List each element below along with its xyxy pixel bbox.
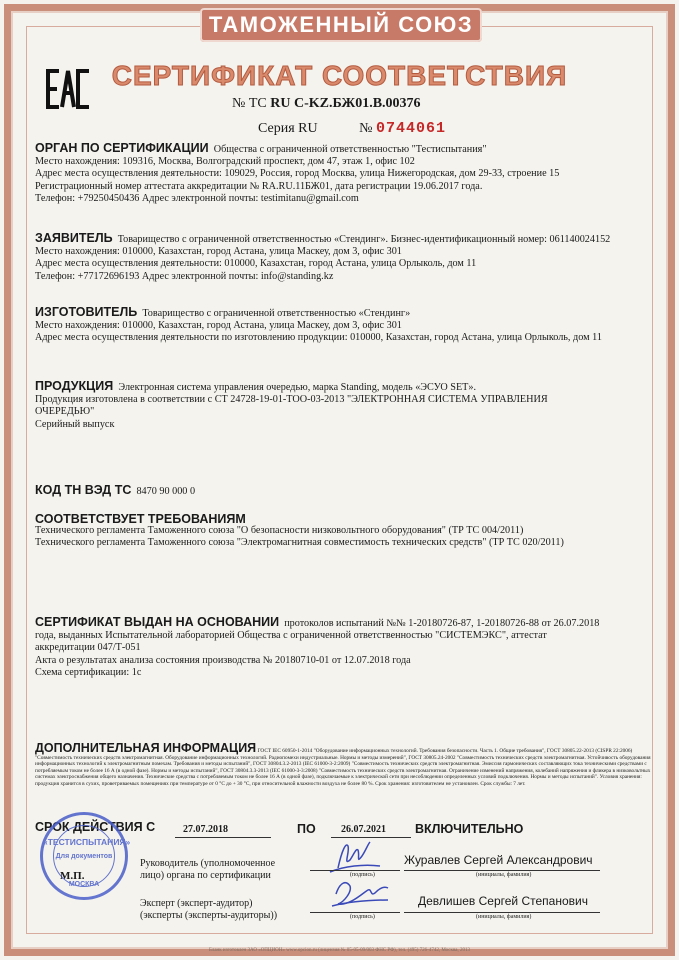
expert-name: Девлишев Сергей Степанович — [418, 894, 588, 908]
header-plate — [200, 8, 482, 42]
customs-union-title: ТАМОЖЕННЫЙ СОЮЗ — [208, 12, 474, 37]
applicant-section: ЗАЯВИТЕЛЬ Товарищество с ограниченной ответственностью «Стендинг». Бизнес-идентификационный номер: 061140024152 Место нахождения: 010000, Казахстан, город Астана, улица Маскеу, дом 3, офис 301 Адрес места осуществления деятельности: 010000, Казахстан, город Астана, улица Орлыколь, дом 11 Телефон: +77172696193 Адрес электронной почты: info@standing.kz — [35, 231, 611, 282]
blue-seal-stamp: «ТЕСТИСПЫТАНИЯ» Для документов МОСКВА — [40, 812, 128, 900]
valid-from: 27.07.2018 — [183, 824, 228, 835]
certification-body-section: ОРГАН ПО СЕРТИФИКАЦИИ Общества с ограниченной ответственностью "Тестиспытания" Место нахождения: 109316, Москва, Волгоградский проспект, дом 47, этаж 1, офис 102 Адрес места осуществления деятельности: 109029, Россия, город Москва, улица Нижегородская, дом 29-33, строение 15 Регистрационный номер аттестата аккредитации № RA.RU.11БЖ01, дата регистрации 19.06.2017 года. Телефон: +79250450436 Адрес электронной почты: testimitanu@gmail.com — [35, 141, 560, 204]
requirements-section: СООТВЕТСТВУЕТ ТРЕБОВАНИЯМ Технического регламента Таможенного союза "О безопасности низковольтного оборудования" (ТР ТС 004/2011) Технического регламента Таможенного союза "Электромагнитная совместимость технических средств" (ТР ТС 020/2011) — [35, 512, 564, 549]
additional-info-section: ДОПОЛНИТЕЛЬНАЯ ИНФОРМАЦИЯ ГОСТ IEC 60950-1-2014 "Оборудование информационных технологий. Требования безопасности. Часть 1. Общие требования", ГОСТ 30805.22-2013 (CISPR 22:2006) "Совместимость технических средств электромагнитная. Оборудование информационных технологий. Радиопомехи индустриальные. Нормы и методы измерений", ГОСТ 30805.24-2002 "Совместимость технических средств электромагнитная. Устойчивость оборудования информационных технологий к электромагнитным помехам. Требования и методы испытаний", ГОСТ 30804.3.2-2013 (IEC 61000-3-2:2009) "Совместимость технических средств электромагнитная. Эмиссия гармонических составляющих тока техническими средствами с потребляемым током не более 16 А (в одной фазе). Нормы и методы испытаний", ГОСТ 30804.3.3-2013 (IEC 61000-3-3:2008) "Совместимость технических средств электромагнитная. Ограничение изменений напряжения, колебаний напряжения и фликера в низковольтных системах электроснабжения общего назначения. Технические средства с потребляемым током не более 16 А (в одной фазе), подключаемые к электрической сети при несоблюдении определенных условий подключения. Нормы и методы испытаний". Условия хранения: продукция хранится в сухих, проветриваемых помещениях при температуре от 0 °С до + 30 °С, при относительной влажности воздуха не более 80 %. Срок хранения: изготовителем не установлен. Срок службы: 7 лет. — [35, 741, 651, 787]
form-printer-footer: Бланк изготовлен ЗАО «ОПЦИОН» www.opcion.ru (лицензия № 05-05-09/003 ФНС РФ), тел. (495) 726-4742, Москва, 2013 — [209, 948, 470, 953]
product-section: ПРОДУКЦИЯ Электронная система управления очередью, марка Standing, модель «ЭСУО SET». Продукция изготовлена в соответствии с СТ 24728-19-01-ТОО-03-2013 "ЭЛЕКТРОННАЯ СИСТЕМА УПРАВЛЕНИЯ ОЧЕРЕДЬЮ" Серийный выпуск — [35, 379, 548, 430]
certificate-title: СЕРТИФИКАТ СООТВЕТСТВИЯ — [111, 60, 568, 91]
form-number: 0744061 — [375, 120, 446, 137]
valid-to: 26.07.2021 — [341, 824, 386, 835]
issued-basis-section: СЕРТИФИКАТ ВЫДАН НА ОСНОВАНИИ протоколов испытаний №№ 1-20180726-87, 1-20180726-88 от 26.07.2018 года, выданных Испытательной лабораторией Общества с ограниченной ответственностью "СИСТЕМЭКС", аттестат аккредитации 047/Т-051 Акта о результатах анализа состояния производства № 20180710-01 от 12.07.2018 года Схема сертификации: 1с — [35, 615, 600, 678]
certificate-page: ТАМОЖЕННЫЙ СОЮЗ СЕРТИФИКАТ СООТВЕТСТВИЯ № ТС RU C-KZ.БЖ01.В.00376 Серия RU № 0744061 ОРГАН ПО СЕРТИФИКАЦИИ Общества с ограниченной ответственностью "Тестиспытания" Место нахождения: 109316, Москва, Волгоградский проспект, дом 47, этаж 1, офис 102 Адрес места осуществления деятельности: 109029, Россия, город Москва, улица Нижегородская, дом 29-33, строение 15 Регистрационный номер аттестата аккредитации № RA.RU.11БЖ01, дата регистрации 19.06.2017 года. Телефон: +79250450436 Адрес электронной почты: testimitanu@gmail.com ЗАЯВИТЕЛЬ Товарищество с ограниченной ответственностью «Стендинг». Бизнес-идентификационный номер: 061140024152 Место нахождения: 010000, Казахстан, город Астана, улица Маскеу, дом 3, офис 301 Адрес места осуществления деятельности: 010000, Казахстан, город Астана, улица Орлыколь, дом 11 Телефон: +77172696193 Адрес электронной почты: info@standing.kz ИЗГОТОВИТЕЛЬ Товарищество с ограниченной ответственностью «Стендинг» Место нахождения: 010000, Казахстан, город Астана, улица Маскеу, дом 3, офис 301 Адрес места осуществления деятельности по изготовлению продукции: 010000, Казахстан, город Астана, улица Орлыколь, дом 11 ПРОДУКЦИЯ Электронная система управления очередью, марка Standing, модель «ЭСУО SET». Продукция изготовлена в соответствии с СТ 24728-19-01-ТОО-03-2013 "ЭЛЕКТРОННАЯ СИСТЕМА УПРАВЛЕНИЯ ОЧЕРЕДЬЮ" Серийный выпуск КОД ТН ВЭД ТС 8470 90 000 0 СООТВЕТСТВУЕТ ТРЕБОВАНИЯМ Технического регламента Таможенного союза "О безопасности низковольтного оборудования" (ТР ТС 004/2011) Технического регламента Таможенного союза "Электромагнитная совместимость технических средств" (ТР ТС 020/2011) СЕРТИФИКАТ ВЫДАН НА ОСНОВАНИИ протоколов испытаний №№ 1-20180726-87, 1-20180726-88 от 26.07.2018 года, выданных Испытательной лабораторией Общества с ограниченной ответственностью "СИСТЕМЭКС", аттестат аккредитации 047/Т-051 Акта о результатах анализа состояния производства № 20180710-01 от 12.07.2018 года Схема сертификации: 1с ДОПОЛНИТЕЛЬНАЯ ИНФОРМАЦИЯ ГОСТ IEC 60950-1-2014 "Оборудование информационных технологий. Требования безопасности. Часть 1. Общие требования", ГОСТ 30805.22-2013 (CISPR 22:2006) "Совместимость технических средств электромагнитная. Оборудование информационных технологий. Радиопомехи индустриальные. Нормы и методы измерений", ГОСТ 30805.24-2002 "Совместимость технических средств электромагнитная. Устойчивость оборудования информационных технологий к электромагнитным помехам. Требования и методы испытаний", ГОСТ 30804.3.2-2013 (IEC 61000-3-2:2009) "Совместимость технических средств электромагнитная. Эмиссия гармонических составляющих тока техническими средствами с потребляемым током не более 16 А (в одной фазе). Нормы и методы испытаний", ГОСТ 30804.3.3-2013 (IEC 61000-3-3:2008) "Совместимость технических средств электромагнитная. Ограничение изменений напряжения, колебаний напряжения и фликера в низковольтных системах электроснабжения общего назначения. Технические средства с потребляемым током не более 16 А (в одной фазе), подключаемые к электрической сети при несоблюдении определенных условий подключения. Нормы и методы испытаний". Условия хранения: продукция хранится в сухих, проветриваемых помещениях при температуре от 0 °С до + 30 °С, при относительной влажности воздуха не более 80 %. Срок хранения: изготовителем не установлен. Срок службы: 7 лет. СРОК ДЕЙСТВИЯ С 27.07.2018 ПО 26.07.2021 ВКЛЮЧИТЕЛЬНО «ТЕСТИСПЫТАНИЯ» Для документов МОСКВА Руководитель (уполномоченное лицо) органа по сертификации М.П. Эксперт (эксперт-аудитор) (эксперты (эксперты-аудиторы)) (подпись) (подпись) Журавлев Сергей Александрович (инициалы, фамилия) Девлишев Сергей Степанович (инициалы, фамилия) Бланк изготовлен ЗАО «ОПЦИОН» www.opcion.ru (лицензия № 05-05-09/003 ФНС РФ), тел. (495) 726-4742, Москва, 2013 — [0, 0, 679, 960]
validity-line: СРОК ДЕЙСТВИЯ С 27.07.2018 ПО 26.07.2021 ВКЛЮЧИТЕЛЬНО — [35, 820, 524, 836]
series-line: Серия RU № 0744061 — [258, 120, 446, 137]
signature-roles: Руководитель (уполномоченное лицо) органа по сертификации М.П. Эксперт (эксперт-аудитор) (эксперты (эксперты-аудиторы)) — [60, 858, 278, 921]
certificate-number: № ТС RU C-KZ.БЖ01.В.00376 — [232, 96, 421, 111]
head-name: Журавлев Сергей Александрович — [404, 853, 593, 867]
manufacturer-section: ИЗГОТОВИТЕЛЬ Товарищество с ограниченной ответственностью «Стендинг» Место нахождения: 010000, Казахстан, город Астана, улица Маскеу, дом 3, офис 301 Адрес места осуществления деятельности по изготовлению продукции: 010000, Казахстан, город Астана, улица Орлыколь, дом 11 — [35, 305, 602, 344]
eac-mark-icon — [45, 67, 91, 111]
hs-code-section: КОД ТН ВЭД ТС 8470 90 000 0 — [35, 483, 196, 497]
